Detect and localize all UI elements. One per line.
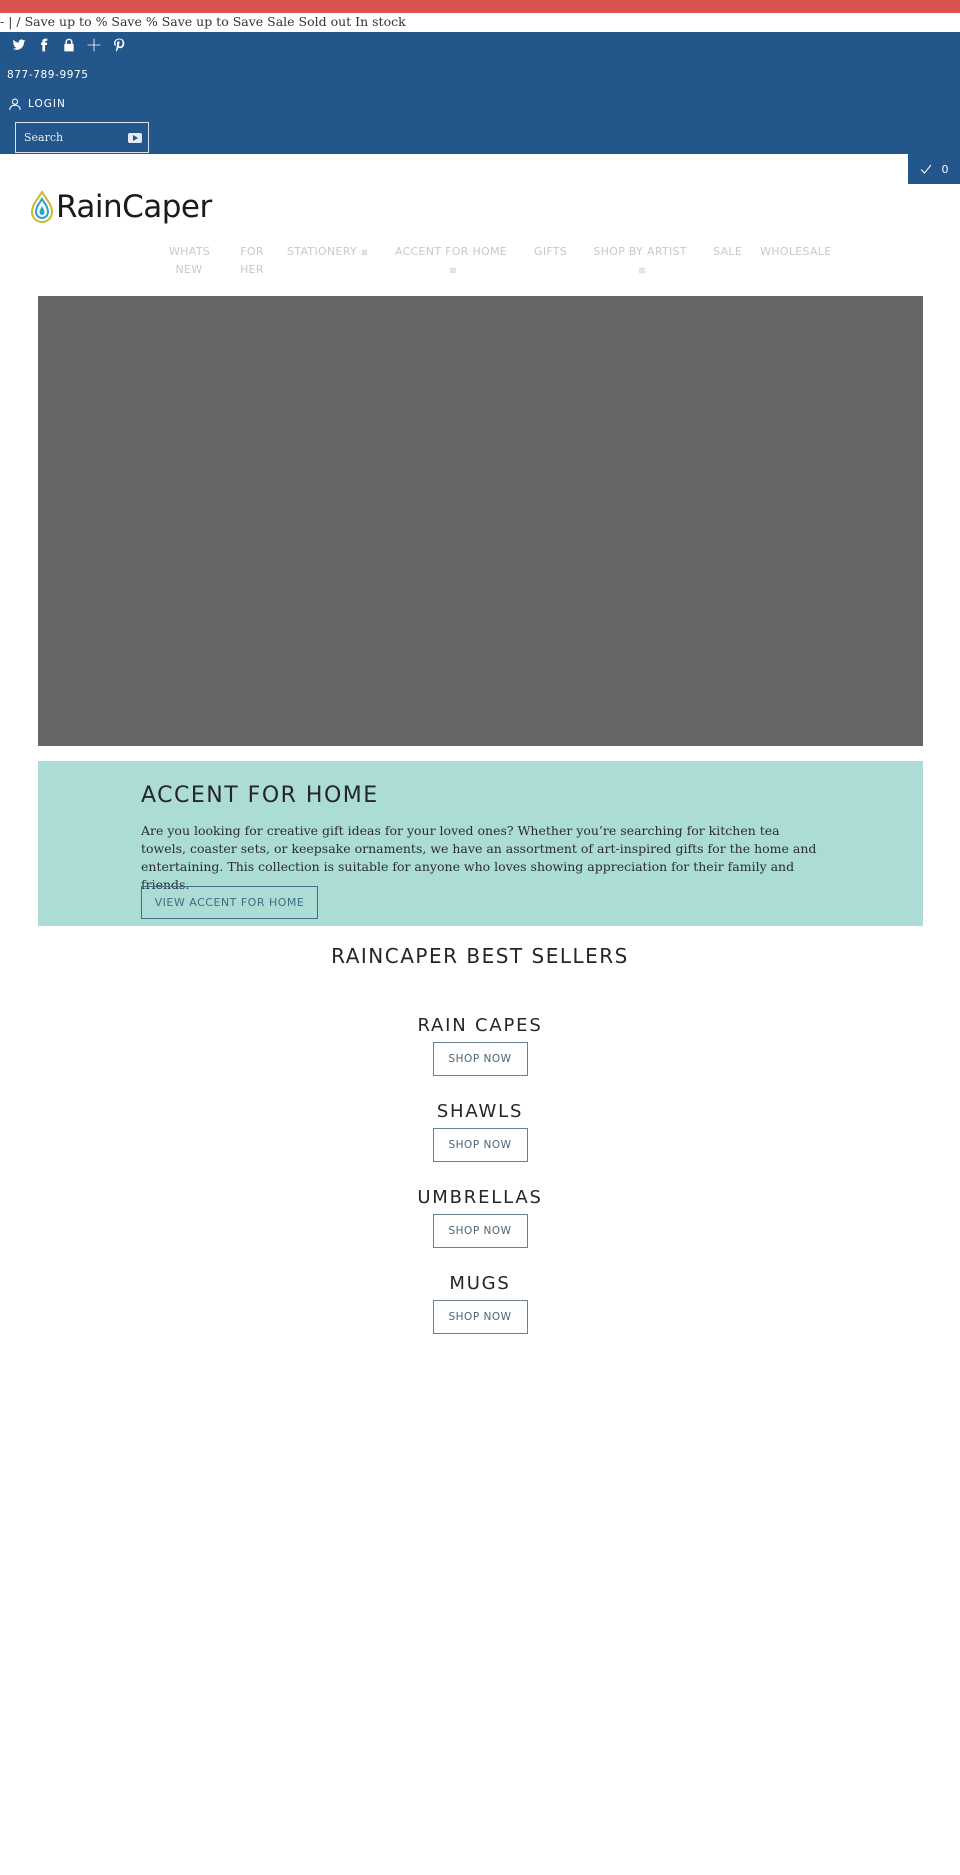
accent-description: Are you looking for creative gift ideas for your loved ones? Whether you’re searching for kitchen tea towels, coaster sets, or keepsake ornaments, we have an assortment of art-inspired gifts for the home and entertaining. This collection is suitable for anyone who loves showing appreciation for their family and friends. <box>141 823 817 892</box>
nav-item-shop-by-artist[interactable] <box>576 243 704 280</box>
search-submit-icon[interactable] <box>128 133 142 143</box>
collection-mugs <box>0 1271 960 1334</box>
shop-now-button[interactable]: SHOP NOW <box>433 1042 528 1076</box>
sale-strip-text: - | / Save up to % Save % Save up to Save Sale Sold out In stock <box>0 14 406 29</box>
collection-title: UMBRELLAS <box>417 1187 543 1208</box>
nav-item-stationery[interactable] <box>278 243 377 280</box>
main-nav <box>160 243 840 280</box>
nav-item-whats-new[interactable]: WHATS NEW <box>169 245 211 276</box>
social-links <box>10 36 127 53</box>
view-accent-for-home-button[interactable]: VIEW ACCENT FOR HOME <box>141 886 318 919</box>
shop-now-button[interactable]: SHOP NOW <box>433 1128 528 1162</box>
collection-rain-capes <box>0 1013 960 1076</box>
nav-item-accent-label: ACCENT FOR HOME <box>394 245 508 258</box>
chevron-down-icon: ⊠ <box>360 248 368 257</box>
checkmark-icon <box>920 163 932 175</box>
login-link[interactable] <box>8 97 66 111</box>
chevron-down-icon: ⊠ <box>449 266 457 275</box>
nav-item-artist-label: SHOP BY ARTIST <box>593 245 687 258</box>
collection-shawls <box>0 1099 960 1162</box>
promo-bar <box>0 0 960 13</box>
twitter-icon[interactable] <box>10 36 27 53</box>
chevron-down-icon: ⊠ <box>638 266 646 275</box>
phone-number[interactable]: 877-789-9975 <box>7 69 89 81</box>
nav-item-sale[interactable]: SALE <box>713 245 743 258</box>
pinterest-icon[interactable] <box>110 36 127 53</box>
raindrop-logo-icon <box>30 190 54 224</box>
collection-umbrellas <box>0 1185 960 1248</box>
login-label: LOGIN <box>28 98 66 110</box>
plus-icon[interactable] <box>85 36 102 53</box>
search-input[interactable] <box>16 130 128 145</box>
top-header <box>0 32 960 154</box>
best-sellers-title: RAINCAPER BEST SELLERS <box>331 944 629 968</box>
user-icon <box>8 97 22 111</box>
nav-item-wholesale[interactable]: WHOLESALE <box>760 245 832 258</box>
shop-now-button[interactable]: SHOP NOW <box>433 1214 528 1248</box>
cart-button[interactable] <box>908 154 960 184</box>
nav-item-gifts[interactable]: GIFTS <box>534 245 568 258</box>
accent-for-home-section <box>38 761 923 926</box>
nav-item-accent-for-home[interactable] <box>377 243 525 280</box>
cart-count: 0 <box>941 162 949 176</box>
collection-title: SHAWLS <box>436 1101 524 1122</box>
facebook-icon[interactable] <box>35 36 52 53</box>
accent-title: ACCENT FOR HOME <box>141 783 379 808</box>
nav-item-for-her[interactable]: FOR HER <box>240 245 264 276</box>
logo-text: RainCaper <box>56 189 212 225</box>
hero-banner[interactable] <box>38 296 923 746</box>
nav-item-stationery-label: STATIONERY <box>287 245 357 258</box>
search-box <box>15 122 149 153</box>
lock-icon[interactable] <box>60 36 77 53</box>
collection-title: RAIN CAPES <box>417 1015 543 1036</box>
site-logo[interactable] <box>30 190 212 224</box>
collection-title: MUGS <box>449 1273 511 1294</box>
shop-now-button[interactable]: SHOP NOW <box>433 1300 528 1334</box>
